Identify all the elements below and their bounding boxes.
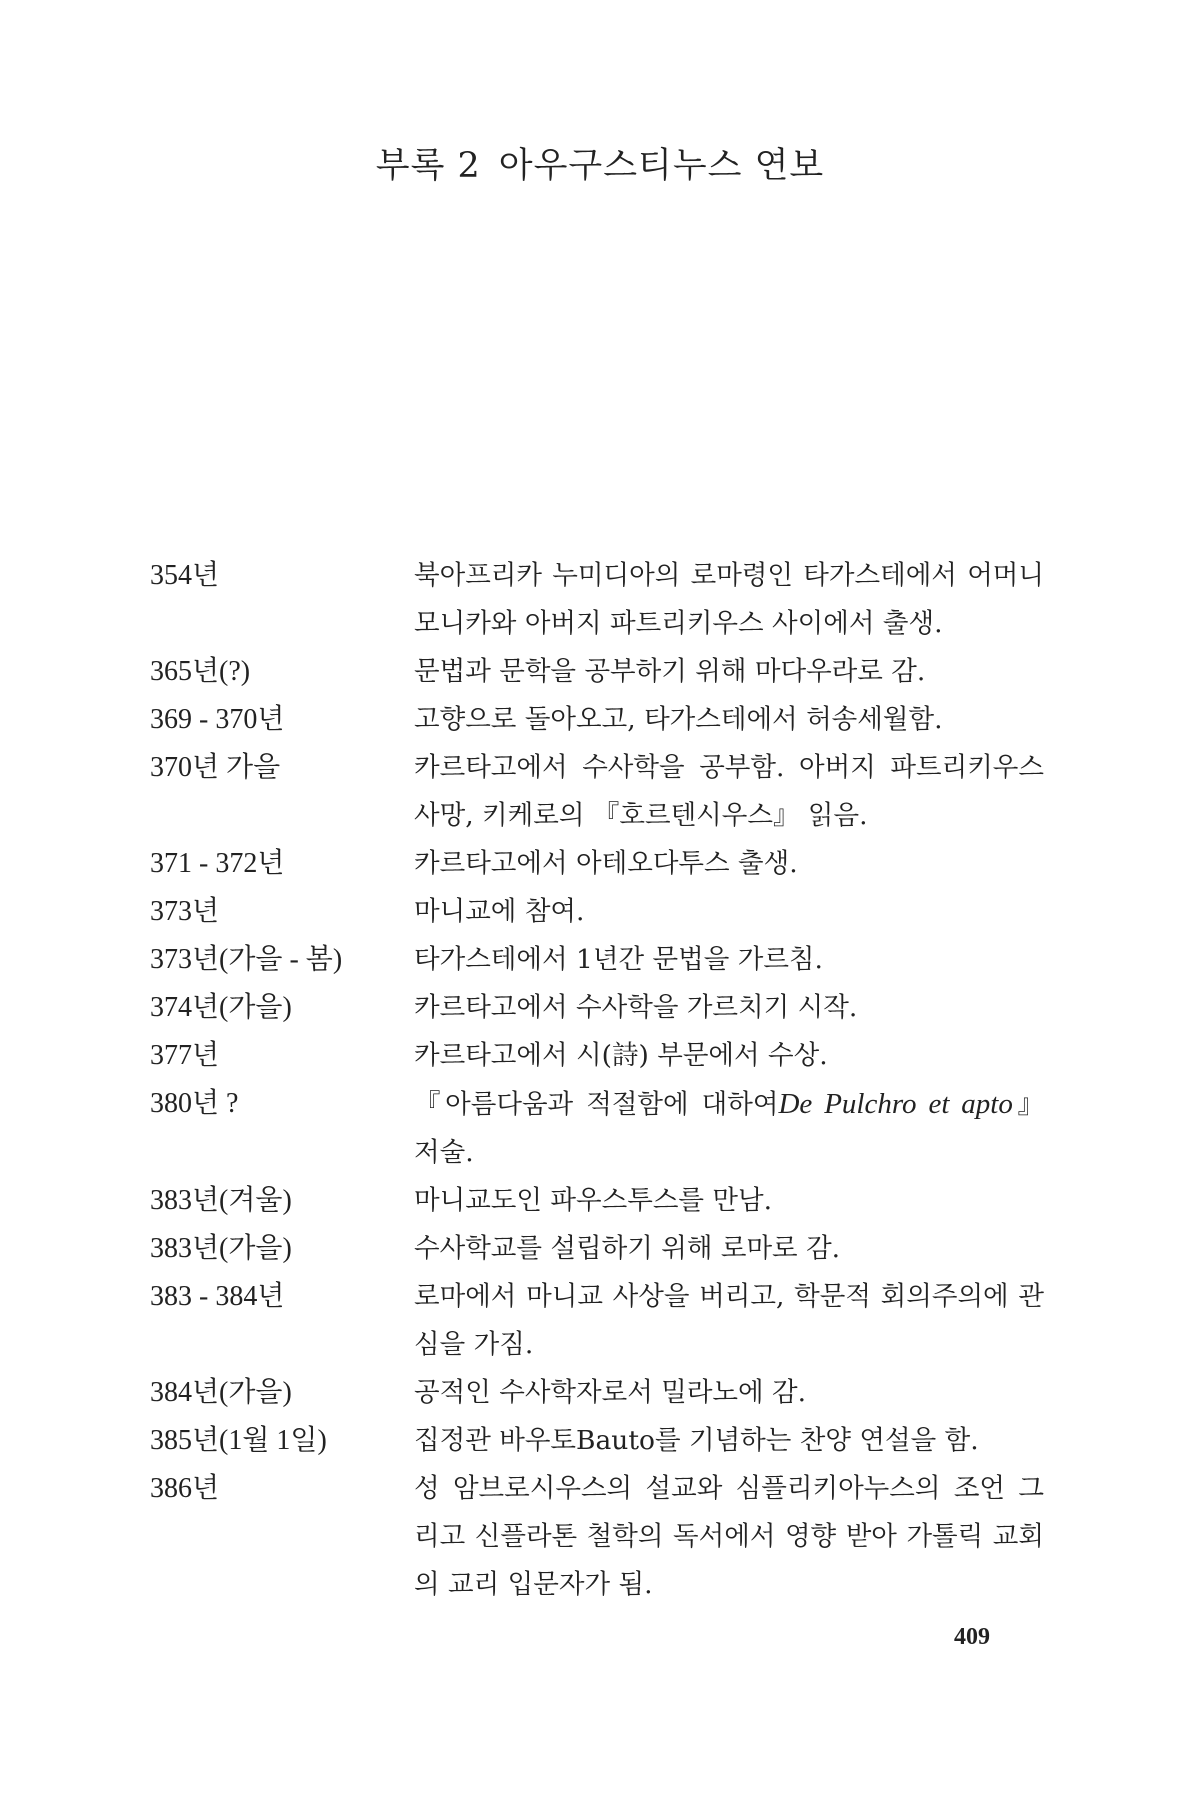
chronology-entry [150, 840, 1050, 888]
entry-text: 공적인 수사학자로서 밀라노에 감. [414, 1377, 807, 1408]
entry-year: 386년 [150, 1473, 220, 1504]
chronology-entry [150, 1369, 1050, 1417]
entry-year: 365년(?) [150, 656, 251, 687]
entry-year: 371 - 372년 [150, 848, 285, 879]
chronology-entry [150, 1273, 1050, 1369]
entry-year: 370년 가을 [150, 752, 281, 783]
entry-text-suffix: 』 저술. [414, 1089, 1044, 1168]
entry-year: 383년(겨울) [150, 1185, 292, 1216]
entry-year: 380년 ? [150, 1088, 239, 1119]
chronology-entry [150, 696, 1050, 744]
entry-year: 373년(가을 - 봄) [150, 944, 343, 975]
entry-text: 카르타고에서 시(詩) 부문에서 수상. [414, 1040, 828, 1071]
entry-year: 374년(가을) [150, 992, 292, 1023]
book-title-latin: De Pulchro et apto [778, 1088, 1013, 1120]
chronology-list [150, 552, 1050, 1609]
book-title-korean: 『아름다움과 적절함에 대하여 [414, 1089, 779, 1120]
appendix-label: 부록 2 [375, 146, 481, 186]
chronology-entry [150, 1225, 1050, 1273]
chronology-entry [150, 648, 1050, 696]
chronology-entry [150, 552, 1050, 648]
page-number: 409 [954, 1624, 990, 1650]
page-title [0, 138, 1200, 188]
entry-text: 타가스테에서 1년간 문법을 가르침. [414, 944, 823, 975]
entry-text: 문법과 문학을 공부하기 위해 마다우라로 감. [414, 656, 926, 687]
entry-text: 로마에서 마니교 사상을 버리고, 학문적 회의주의에 관심을 가짐. [414, 1281, 1044, 1360]
entry-text: 북아프리카 누미디아의 로마령인 타가스테에서 어머니 모니카와 아버지 파트리키우스 사이에서 출생. [414, 560, 1044, 639]
entry-year: 384년(가을) [150, 1377, 292, 1408]
entry-year: 377년 [150, 1040, 220, 1071]
entry-text: 집정관 바우토Bauto를 기념하는 찬양 연설을 함. [414, 1425, 979, 1456]
entry-year: 373년 [150, 896, 220, 927]
chronology-entry [150, 888, 1050, 936]
entry-text: 고향으로 돌아오고, 타가스테에서 허송세월함. [414, 704, 943, 735]
chronology-entry [150, 744, 1050, 840]
chronology-entry [150, 1032, 1050, 1080]
entry-text: 카르타고에서 수사학을 가르치기 시작. [414, 992, 858, 1023]
entry-text: 마니교에 참여. [414, 896, 585, 927]
chronology-entry [150, 1080, 1050, 1177]
chronology-entry [150, 1417, 1050, 1465]
entry-text: 카르타고에서 아테오다투스 출생. [414, 848, 798, 879]
entry-text: 수사학교를 설립하기 위해 로마로 감. [414, 1233, 841, 1264]
chronology-entry [150, 936, 1050, 984]
entry-year: 383년(가을) [150, 1233, 292, 1264]
chronology-entry [150, 1177, 1050, 1225]
entry-year: 354년 [150, 560, 220, 591]
entry-text: 마니교도인 파우스투스를 만남. [414, 1185, 773, 1216]
entry-year: 383 - 384년 [150, 1281, 285, 1312]
entry-year: 385년(1월 1일) [150, 1425, 327, 1456]
entry-text [414, 1080, 1044, 1177]
chronology-title: 아우구스티누스 연보 [498, 146, 825, 186]
entry-text: 성 암브로시우스의 설교와 심플리키아누스의 조언 그리고 신플라톤 철학의 독서에서 영향 받아 가톨릭 교회의 교리 입문자가 됨. [414, 1473, 1044, 1600]
chronology-entry [150, 984, 1050, 1032]
chronology-entry [150, 1465, 1050, 1609]
entry-text: 카르타고에서 수사학을 공부함. 아버지 파트리키우스 사망, 키케로의 『호르텐시우스』 읽음. [414, 752, 1044, 831]
entry-year: 369 - 370년 [150, 704, 285, 735]
